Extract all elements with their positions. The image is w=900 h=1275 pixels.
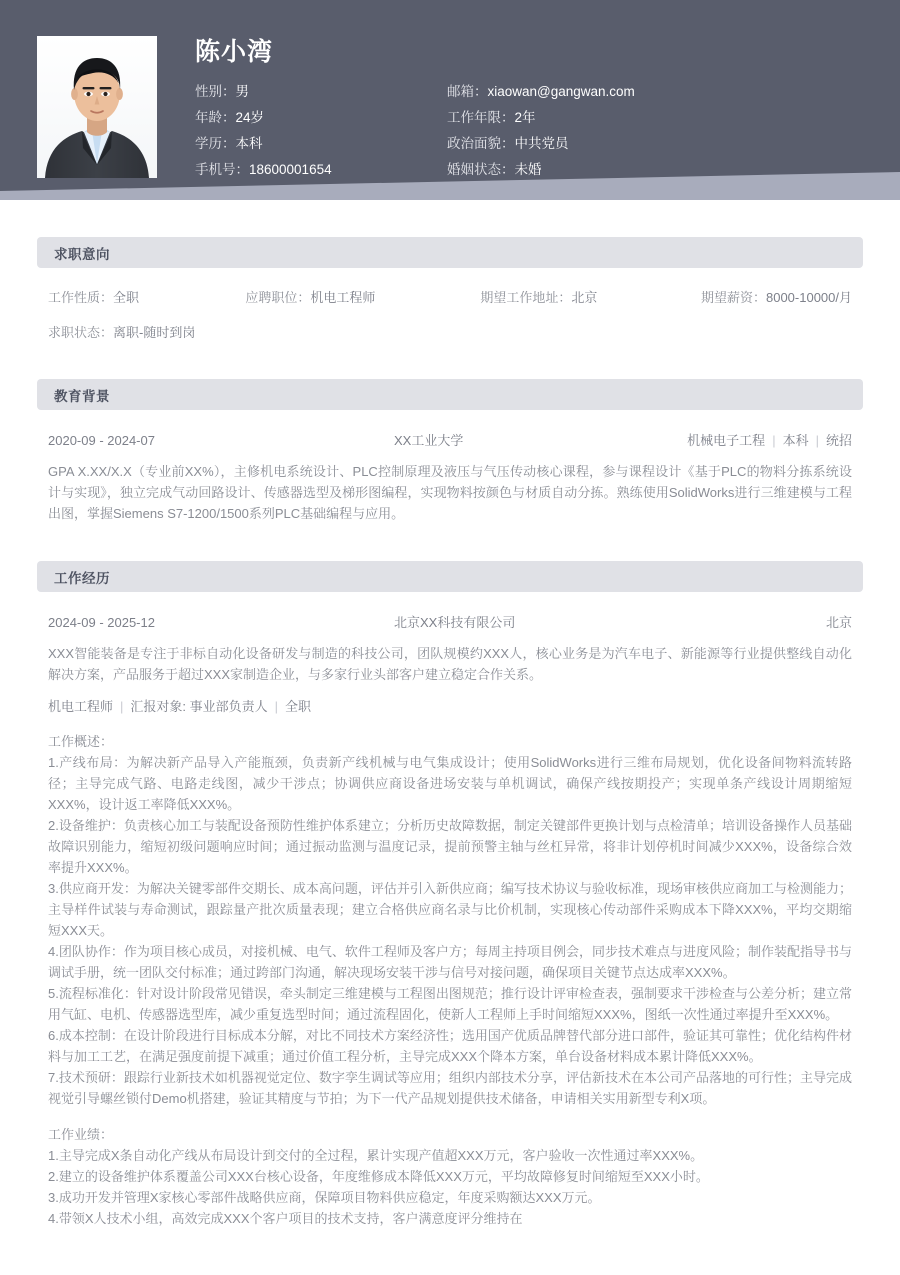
section-header-education bbox=[37, 379, 863, 410]
work-overview-item: 5.流程标准化：针对设计阶段常见错误，牵头制定三维建模与工程图出图规范；推行设计评审检查表，强制要求干涉检查与公差分析；建立常用气缸、电机、传感器选型库，减少重复选型时间；通过流程固化，使新人工程师上手时间缩短XXX%，图纸一次性通过率提升至XXX%。 bbox=[48, 986, 852, 1022]
separator-icon: | bbox=[815, 433, 819, 448]
work-overview-title: 工作概述： bbox=[48, 734, 114, 749]
intent-row-primary bbox=[48, 289, 852, 307]
intent-row-secondary bbox=[48, 324, 852, 342]
header-info-grid bbox=[195, 83, 900, 178]
work-entry-head bbox=[48, 614, 852, 632]
info-phone-value: 18600001654 bbox=[249, 162, 332, 177]
intent-location-label: 期望工作地址： bbox=[480, 290, 572, 305]
intent-position-value: 机电工程师 bbox=[310, 290, 376, 305]
intent-salary bbox=[701, 289, 852, 307]
section-body-work bbox=[37, 614, 863, 1229]
resume-header bbox=[0, 0, 900, 200]
separator-icon: | bbox=[120, 699, 124, 714]
info-marital-label: 婚姻状态： bbox=[447, 162, 515, 177]
work-achievement-title: 工作业绩： bbox=[48, 1127, 114, 1142]
info-gender bbox=[195, 83, 447, 100]
info-education bbox=[195, 135, 447, 152]
info-marital bbox=[447, 161, 900, 178]
intent-location-value: 北京 bbox=[571, 290, 598, 305]
info-email-label: 邮箱： bbox=[447, 84, 488, 99]
work-report-to: 汇报对象: 事业部负责人 bbox=[130, 699, 268, 714]
work-achievement-item: 2.建立的设备维护体系覆盖公司XXX台核心设备，年度维修成本降低XXX万元，平均故障修复时间缩短至XXX小时。 bbox=[48, 1169, 709, 1184]
info-email bbox=[447, 83, 900, 100]
intent-job-nature bbox=[48, 289, 245, 307]
intent-status-label: 求职状态： bbox=[48, 325, 114, 340]
separator-icon: | bbox=[274, 699, 279, 714]
work-position: 机电工程师 bbox=[48, 699, 114, 714]
work-overview-item: 6.成本控制：在设计阶段进行目标成本分解，对比不同技术方案经济性；选用国产优质品牌替代部分进口部件，验证其可靠性；优化结构件材料与加工工艺，在满足强度前提下减重；通过价值工程分析，主导完成XXX个降本方案，单台设备材料成本累计降低XXX%。 bbox=[48, 1028, 852, 1064]
intent-position-label: 应聘职位： bbox=[245, 290, 311, 305]
info-education-label: 学历： bbox=[195, 136, 236, 151]
work-company: 北京XX科技有限公司 bbox=[394, 615, 516, 630]
intent-status bbox=[48, 324, 252, 342]
work-location: 北京 bbox=[825, 615, 852, 630]
education-date: 2020-09 - 2024-07 bbox=[48, 433, 155, 448]
section-body-education bbox=[37, 432, 863, 524]
section-title-intent: 求职意向 bbox=[54, 246, 110, 262]
info-email-value: xiaowan@gangwan.com bbox=[487, 84, 635, 99]
intent-job-nature-label: 工作性质： bbox=[48, 290, 114, 305]
page-title: 陈小湾 bbox=[195, 38, 274, 66]
info-age-label: 年龄： bbox=[195, 110, 236, 125]
work-overview-item: 4.团队协作：作为项目核心成员，对接机械、电气、软件工程师及客户方；每周主持项目例会，同步技术难点与进度风险；制作装配指导书与调试手册，统一团队交付标准；通过跨部门沟通，解决现场安装干涉与信号对接问题，确保项目关键节点达成率XXX%。 bbox=[48, 944, 852, 980]
work-achievement-item: 4.带领X人技术小组，高效完成XXX个客户项目的技术支持，客户满意度评分维持在 bbox=[48, 1211, 523, 1226]
info-gender-label: 性别： bbox=[195, 84, 236, 99]
work-overview-item: 1.产线布局：为解决新产品导入产能瓶颈，负责新产线机械与电气集成设计；使用SolidWorks进行三维布局规划，优化设备间物料流转路径；主导完成气路、电路走线图，减少干涉点；协调供应商设备进场安装与单机调试，确保产线按期投产；实现单条产线设计周期缩短XXX%，设计返工率降低XXX%。 bbox=[48, 755, 852, 812]
intent-status-value: 离职-随时到岗 bbox=[113, 325, 196, 340]
work-overview-item: 2.设备维护：负责核心加工与装配设备预防性维护体系建立；分析历史故障数据，制定关键部件更换计划与点检清单；培训设备操作人员基础故障识别能力，缩短初级问题响应时间；通过振动监测与温度记录，提前预警主轴与丝杠异常，将非计划停机时间减少XXX%，设备综合效率提升XXX%。 bbox=[48, 818, 852, 875]
info-marital-value: 未婚 bbox=[514, 162, 542, 177]
work-overview-item: 7.技术预研：跟踪行业新技术如机器视觉定位、数字孪生调试等应用；组织内部技术分享，评估新技术在本公司产品落地的可行性；主导完成视觉引导螺丝锁付Demo机搭建，验证其精度与节拍；为下一代产品规划提供技术储备，申请相关实用新型专利X项。 bbox=[48, 1070, 852, 1106]
info-experience-label: 工作年限： bbox=[447, 110, 515, 125]
info-political bbox=[447, 135, 900, 152]
info-phone-label: 手机号： bbox=[195, 162, 249, 177]
info-experience-value: 2年 bbox=[514, 110, 536, 125]
intent-job-nature-value: 全职 bbox=[113, 290, 140, 305]
education-admission: 统招 bbox=[825, 433, 852, 448]
education-qualifications bbox=[687, 432, 852, 450]
work-achievement-item: 3.成功开发并管理X家核心零部件战略供应商，保障项目物料供应稳定，年度采购额达XXX万元。 bbox=[48, 1190, 601, 1205]
info-political-value: 中共党员 bbox=[514, 136, 569, 151]
info-experience bbox=[447, 109, 900, 126]
info-political-label: 政治面貌： bbox=[447, 136, 515, 151]
work-achievement-item: 1.主导完成X条自动化产线从布局设计到交付的全过程，累计实现产值超XXX万元，客户验收一次性通过率XXX%。 bbox=[48, 1148, 704, 1163]
education-school: XX工业大学 bbox=[394, 433, 464, 448]
section-body-intent bbox=[37, 289, 863, 342]
education-major: 机械电子工程 bbox=[687, 433, 766, 448]
separator-icon: | bbox=[772, 433, 776, 448]
intent-salary-value: 8000-10000/月 bbox=[765, 290, 852, 305]
info-gender-value: 男 bbox=[235, 84, 249, 99]
intent-position bbox=[245, 289, 480, 307]
work-date: 2024-09 - 2025-12 bbox=[48, 615, 155, 630]
work-job-type: 全职 bbox=[285, 699, 312, 714]
avatar bbox=[37, 36, 157, 178]
section-header-intent bbox=[37, 237, 863, 268]
info-age bbox=[195, 109, 447, 126]
info-phone bbox=[195, 161, 447, 178]
education-description: GPA X.XX/X.X（专业前XX%），主修机电系统设计、PLC控制原理及液压与气压传动核心课程，参与课程设计《基于PLC的物料分拣系统设计与实现》，独立完成气动回路设计、传感器选型及梯形图编程，实现物料按颜色与材质自动分拣。熟练使用SolidWorks进行三维建模与工程出图，掌握Siemens S7-1200/1500系列PLC基础编程与应用。 bbox=[48, 464, 852, 521]
education-degree: 本科 bbox=[782, 433, 809, 448]
education-entry-head bbox=[48, 432, 852, 450]
intent-location bbox=[480, 289, 701, 307]
work-overview-item: 3.供应商开发：为解决关键零部件交期长、成本高问题，评估并引入新供应商；编写技术协议与验收标准，现场审核供应商加工与检测能力；主导样件试装与寿命测试，跟踪量产批次质量表现；建立合格供应商名录与比价机制，实现核心传动部件采购成本下降XXX%，平均交期缩短XXX天。 bbox=[48, 881, 852, 938]
resume-content bbox=[0, 237, 900, 1229]
section-title-work: 工作经历 bbox=[54, 570, 110, 586]
work-company-intro: XXX智能装备是专注于非标自动化设备研发与制造的科技公司，团队规模约XXX人，核心业务是为汽车电子、新能源等行业提供整线自动化解决方案，产品服务于超过XXX家制造企业，与多家行业头部客户建立稳定合作关系。 bbox=[48, 646, 852, 682]
info-age-value: 24岁 bbox=[235, 110, 265, 125]
section-title-education: 教育背景 bbox=[54, 388, 110, 404]
info-education-value: 本科 bbox=[235, 136, 263, 151]
work-meta bbox=[48, 698, 852, 716]
section-header-work bbox=[37, 561, 863, 592]
intent-salary-label: 期望薪资： bbox=[700, 290, 766, 305]
